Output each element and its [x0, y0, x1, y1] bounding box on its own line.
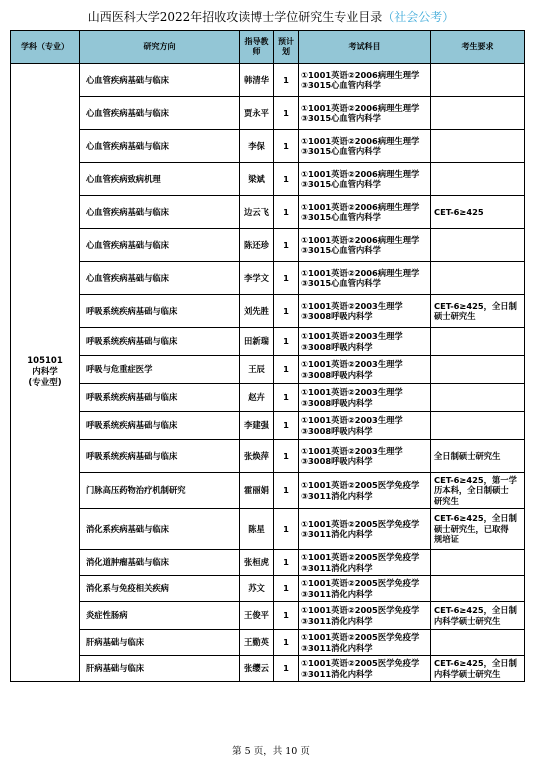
requirement-line: CET-6≥425，全日制 — [434, 300, 517, 311]
teacher-cell: 梁斌 — [240, 163, 274, 196]
requirement-line: 研究生 — [434, 495, 459, 506]
direction-cell: 消化道肿瘤基础与临床 — [80, 550, 240, 576]
exam-line: ③3015心血管内科学 — [301, 80, 381, 90]
table-row — [11, 196, 525, 229]
exam-line: ③3008呼吸内科学 — [301, 456, 373, 466]
exam-line: ①1001英语②2005医学免疫学 — [301, 605, 420, 615]
exam-cell — [299, 295, 431, 328]
direction-cell: 呼吸系统疾病基础与临床 — [80, 328, 240, 356]
header-row — [11, 31, 525, 64]
header-teacher: 指导教师 — [240, 31, 274, 64]
exam-line: ③3011消化内科学 — [301, 588, 373, 599]
teacher-cell: 王辰 — [240, 356, 274, 384]
exam-line: ①1001英语②2003生理学 — [301, 331, 403, 341]
exam-cell — [299, 509, 431, 550]
plan-cell: 1 — [274, 473, 299, 509]
exam-line: ①1001英语②2005医学免疫学 — [301, 480, 420, 490]
exam-cell — [299, 163, 431, 196]
exam-line: ③3011消化内科学 — [301, 529, 373, 539]
exam-line: ③3011消化内科学 — [301, 562, 373, 573]
teacher-cell: 王勤英 — [240, 630, 274, 656]
table-row — [11, 97, 525, 130]
requirement-cell — [431, 97, 525, 130]
exam-cell — [299, 356, 431, 384]
header-exam: 考试科目 — [299, 31, 431, 64]
exam-line: ①1001英语②2003生理学 — [301, 415, 403, 425]
exam-line: ③3015心血管内科学 — [301, 113, 381, 123]
table-row — [11, 356, 525, 384]
exam-line: ①1001英语②2003生理学 — [301, 445, 403, 456]
direction-cell: 炎症性肠病 — [80, 602, 240, 630]
teacher-cell: 张缨云 — [240, 656, 274, 682]
plan-cell: 1 — [274, 412, 299, 440]
teacher-cell: 张桓虎 — [240, 550, 274, 576]
plan-cell: 1 — [274, 656, 299, 682]
title-main: 山西医科大学2022年招收攻读博士学位研究生专业目录 — [87, 10, 383, 24]
requirement-line: 规培证 — [434, 534, 459, 545]
table-row — [11, 473, 525, 509]
plan-cell: 1 — [274, 97, 299, 130]
exam-line: ①1001英语②2006病理生理学 — [301, 69, 420, 80]
exam-line: ①1001英语②2005医学免疫学 — [301, 632, 420, 642]
teacher-cell: 田新瑞 — [240, 328, 274, 356]
teacher-cell: 边云飞 — [240, 196, 274, 229]
requirement-line: CET-6≥425，全日制 — [434, 658, 517, 668]
table-row — [11, 229, 525, 262]
teacher-cell: 刘先胜 — [240, 295, 274, 328]
requirement-line: 内科学硕士研究生 — [434, 615, 501, 626]
plan-cell: 1 — [274, 356, 299, 384]
plan-cell: 1 — [274, 576, 299, 602]
exam-cell — [299, 550, 431, 576]
requirement-line: 内科学硕士研究生 — [434, 668, 501, 679]
exam-line: ③3015心血管内科学 — [301, 146, 381, 156]
exam-line: ③3008呼吸内科学 — [301, 311, 373, 321]
requirement-line: 硕士研究生，已取得 — [434, 523, 509, 534]
requirement-cell — [431, 163, 525, 196]
teacher-cell: 苏文 — [240, 576, 274, 602]
table-row — [11, 630, 525, 656]
teacher-cell: 赵卉 — [240, 384, 274, 412]
direction-cell: 呼吸系统疾病基础与临床 — [80, 295, 240, 328]
plan-cell: 1 — [274, 509, 299, 550]
requirement-cell — [431, 356, 525, 384]
subject-code: 105101 — [27, 356, 63, 366]
header-plan: 预计划 — [274, 31, 299, 64]
table-row — [11, 440, 525, 473]
plan-cell: 1 — [274, 550, 299, 576]
plan-cell: 1 — [274, 630, 299, 656]
title-accent: （社会公考） — [382, 10, 455, 24]
direction-cell: 心血管疾病基础与临床 — [80, 196, 240, 229]
exam-line: ③3008呼吸内科学 — [301, 425, 373, 436]
plan-cell: 1 — [274, 163, 299, 196]
requirement-cell — [431, 412, 525, 440]
subject-cell — [11, 64, 80, 682]
header-requirement: 考生要求 — [431, 31, 525, 64]
direction-cell: 消化系与免疫相关疾病 — [80, 576, 240, 602]
direction-cell: 呼吸系统疾病基础与临床 — [80, 384, 240, 412]
direction-cell: 心血管疾病基础与临床 — [80, 262, 240, 295]
plan-cell: 1 — [274, 384, 299, 412]
exam-cell — [299, 440, 431, 473]
teacher-cell: 韩清华 — [240, 64, 274, 97]
requirement-line: CET-6≥425，全日制 — [434, 605, 517, 615]
exam-line: ③3015心血管内科学 — [301, 278, 381, 288]
plan-cell: 1 — [274, 130, 299, 163]
plan-cell: 1 — [274, 196, 299, 229]
requirement-cell — [431, 384, 525, 412]
exam-line: ③3008呼吸内科学 — [301, 397, 373, 408]
teacher-cell: 李建强 — [240, 412, 274, 440]
teacher-cell: 张焕萍 — [240, 440, 274, 473]
teacher-cell: 陈星 — [240, 509, 274, 550]
exam-line: ③3011消化内科学 — [301, 668, 373, 679]
requirement-cell — [431, 440, 525, 473]
table-row — [11, 384, 525, 412]
requirement-line: CET-6≥425，第一学 — [434, 474, 517, 485]
exam-line: ①1001英语②2003生理学 — [301, 387, 403, 397]
header-direction: 研究方向 — [80, 31, 240, 64]
exam-line: ③3015心血管内科学 — [301, 245, 381, 255]
plan-cell: 1 — [274, 328, 299, 356]
requirement-cell — [431, 130, 525, 163]
table-row — [11, 295, 525, 328]
exam-line: ①1001英语②2006病理生理学 — [301, 168, 420, 179]
plan-cell: 1 — [274, 229, 299, 262]
exam-line: ③3011消化内科学 — [301, 490, 373, 501]
exam-line: ①1001英语②2006病理生理学 — [301, 102, 420, 113]
exam-cell — [299, 196, 431, 229]
table-row — [11, 130, 525, 163]
page-title — [0, 9, 542, 25]
exam-line: ①1001英语②2003生理学 — [301, 359, 403, 369]
exam-cell — [299, 412, 431, 440]
exam-cell — [299, 97, 431, 130]
plan-cell: 1 — [274, 295, 299, 328]
direction-cell: 心血管疾病基础与临床 — [80, 64, 240, 97]
direction-cell: 肝病基础与临床 — [80, 630, 240, 656]
direction-cell: 门脉高压药物治疗机制研究 — [80, 473, 240, 509]
exam-line: ③3008呼吸内科学 — [301, 369, 373, 380]
exam-cell — [299, 576, 431, 602]
exam-line: ①1001英语②2005医学免疫学 — [301, 552, 420, 562]
requirement-cell — [431, 196, 525, 229]
requirement-line: 历本科，全日制硕士 — [434, 485, 509, 496]
exam-line: ③3011消化内科学 — [301, 642, 373, 653]
exam-line: ①1001英语②2005医学免疫学 — [301, 658, 420, 668]
direction-cell: 心血管疾病致病机理 — [80, 163, 240, 196]
exam-cell — [299, 602, 431, 630]
plan-cell: 1 — [274, 440, 299, 473]
requirement-line: CET-6≥425 — [434, 206, 484, 217]
direction-cell: 心血管疾病基础与临床 — [80, 97, 240, 130]
page-footer: 第 5 页，共 10 页 — [232, 746, 310, 757]
table-row — [11, 412, 525, 440]
exam-line: ①1001英语②2005医学免疫学 — [301, 518, 420, 529]
requirement-cell — [431, 328, 525, 356]
direction-cell: 心血管疾病基础与临床 — [80, 229, 240, 262]
exam-cell — [299, 328, 431, 356]
requirement-cell — [431, 295, 525, 328]
exam-cell — [299, 630, 431, 656]
header-subject: 学科（专业） — [11, 31, 80, 64]
exam-cell — [299, 473, 431, 509]
exam-cell — [299, 130, 431, 163]
table-row — [11, 576, 525, 602]
requirement-cell — [431, 509, 525, 550]
direction-cell: 心血管疾病基础与临床 — [80, 130, 240, 163]
plan-cell: 1 — [274, 262, 299, 295]
exam-cell — [299, 656, 431, 682]
table-row — [11, 163, 525, 196]
requirement-cell — [431, 630, 525, 656]
teacher-cell: 贾永平 — [240, 97, 274, 130]
table-row — [11, 602, 525, 630]
subject-type: (专业型) — [28, 378, 62, 388]
exam-line: ①1001英语②2006病理生理学 — [301, 267, 420, 278]
exam-line: ③3015心血管内科学 — [301, 212, 381, 222]
exam-line: ①1001英语②2006病理生理学 — [301, 135, 420, 146]
direction-cell: 呼吸系统疾病基础与临床 — [80, 440, 240, 473]
plan-cell: 1 — [274, 602, 299, 630]
catalog-table — [10, 30, 525, 682]
subject-name: 内科学 — [32, 367, 58, 377]
table-row — [11, 656, 525, 682]
exam-line: ①1001英语②2003生理学 — [301, 300, 403, 311]
table-row — [11, 509, 525, 550]
teacher-cell: 王俊平 — [240, 602, 274, 630]
requirement-line: 硕士研究生 — [434, 311, 476, 321]
requirement-cell — [431, 473, 525, 509]
requirement-line: CET-6≥425，全日制 — [434, 513, 517, 524]
exam-cell — [299, 64, 431, 97]
exam-line: ①1001英语②2006病理生理学 — [301, 234, 420, 245]
table-body — [11, 64, 525, 682]
teacher-cell: 霍丽娟 — [240, 473, 274, 509]
teacher-cell: 李保 — [240, 130, 274, 163]
exam-cell — [299, 384, 431, 412]
teacher-cell: 陈还珍 — [240, 229, 274, 262]
requirement-line: 全日制硕士研究生 — [434, 450, 501, 461]
requirement-cell — [431, 602, 525, 630]
table-row — [11, 64, 525, 97]
direction-cell: 呼吸系统疾病基础与临床 — [80, 412, 240, 440]
exam-line: ③3011消化内科学 — [301, 615, 373, 626]
direction-cell: 肝病基础与临床 — [80, 656, 240, 682]
direction-cell: 呼吸与危重症医学 — [80, 356, 240, 384]
requirement-cell — [431, 576, 525, 602]
requirement-cell — [431, 656, 525, 682]
exam-line: ③3008呼吸内科学 — [301, 341, 373, 352]
plan-cell: 1 — [274, 64, 299, 97]
teacher-cell: 李学文 — [240, 262, 274, 295]
table-row — [11, 550, 525, 576]
exam-line: ①1001英语②2006病理生理学 — [301, 201, 420, 212]
table-row — [11, 328, 525, 356]
requirement-cell — [431, 229, 525, 262]
direction-cell: 消化系疾病基础与临床 — [80, 509, 240, 550]
table-row — [11, 262, 525, 295]
requirement-cell — [431, 550, 525, 576]
exam-line: ①1001英语②2005医学免疫学 — [301, 578, 420, 588]
requirement-cell — [431, 262, 525, 295]
requirement-cell — [431, 64, 525, 97]
exam-line: ③3015心血管内科学 — [301, 179, 381, 189]
exam-cell — [299, 262, 431, 295]
exam-cell — [299, 229, 431, 262]
